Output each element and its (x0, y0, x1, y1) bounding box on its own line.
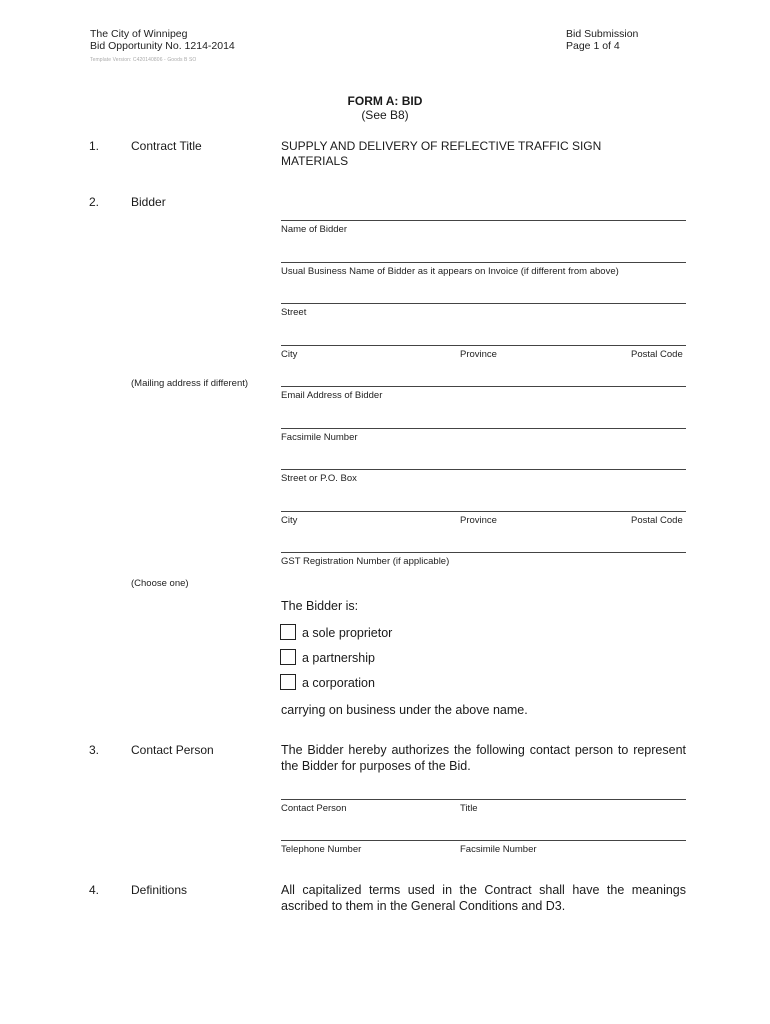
contract-title-line1: SUPPLY AND DELIVERY OF REFLECTIVE TRAFFIC SIGN (281, 139, 602, 153)
definitions-text: All capitalized terms used in the Contract shall have the meanings ascribed to them in the General Conditions and D3. (281, 883, 686, 913)
city-province-postal-line[interactable] (281, 345, 686, 346)
section-4-number: 4. (89, 883, 100, 897)
header-bid-number: Bid Opportunity No. 1214-2014 (90, 40, 235, 52)
telephone-line[interactable] (281, 840, 686, 841)
po-box-label: Street or P.O. Box (281, 473, 357, 484)
mailing-city-line[interactable] (281, 511, 686, 512)
contract-title-line2: MATERIALS (281, 154, 349, 168)
email-line[interactable] (281, 386, 686, 387)
street-line[interactable] (281, 303, 686, 304)
carrying-on-business-text: carrying on business under the above name. (281, 703, 528, 717)
partnership-label: a partnership (302, 651, 375, 665)
mailing-city-label: City (281, 515, 298, 526)
section-1-label: Contract Title (131, 139, 202, 153)
contact-fax-label: Facsimile Number (460, 844, 537, 855)
sole-proprietor-checkbox[interactable] (280, 624, 296, 640)
section-3-label: Contact Person (131, 743, 214, 757)
postal-code-label: Postal Code (631, 349, 683, 360)
section-1-number: 1. (89, 139, 100, 153)
header-org: The City of Winnipeg (90, 28, 188, 40)
telephone-label: Telephone Number (281, 844, 362, 855)
contact-person-label: Contact Person (281, 803, 347, 814)
name-of-bidder-label: Name of Bidder (281, 224, 348, 235)
bidder-is-heading: The Bidder is: (281, 599, 359, 613)
gst-line[interactable] (281, 552, 686, 553)
po-box-line[interactable] (281, 469, 686, 470)
header-page-number: Page 1 of 4 (566, 40, 620, 52)
fax-line[interactable] (281, 428, 686, 429)
business-name-label: Usual Business Name of Bidder as it appears on Invoice (if different from above) (281, 266, 619, 277)
business-name-line[interactable] (281, 262, 686, 263)
mailing-postal-label: Postal Code (631, 515, 683, 526)
title-label: Title (460, 803, 478, 814)
street-label: Street (281, 307, 307, 318)
corporation-label: a corporation (302, 676, 375, 690)
section-3-number: 3. (89, 743, 100, 757)
section-4-label: Definitions (131, 883, 188, 897)
mailing-address-note: (Mailing address if different) (131, 378, 249, 389)
partnership-checkbox[interactable] (280, 649, 296, 665)
header-submission: Bid Submission (566, 28, 639, 40)
mailing-province-label: Province (460, 515, 497, 526)
city-label: City (281, 349, 298, 360)
sole-proprietor-label: a sole proprietor (302, 626, 393, 640)
contact-person-line[interactable] (281, 799, 686, 800)
province-label: Province (460, 349, 497, 360)
contact-authorization-text: The Bidder hereby authorizes the following contact person to represent the Bidder for purposes of the Bid. (281, 743, 686, 773)
name-of-bidder-line[interactable] (281, 220, 686, 221)
gst-label: GST Registration Number (if applicable) (281, 556, 450, 567)
template-version: Template Version: C420140806 - Goods B SO (90, 57, 197, 63)
choose-one-note: (Choose one) (131, 578, 189, 589)
corporation-checkbox[interactable] (280, 674, 296, 690)
section-2-label: Bidder (131, 195, 166, 209)
form-title: FORM A: BID (347, 94, 423, 108)
form-subtitle: (See B8) (361, 108, 409, 122)
section-2-number: 2. (89, 195, 100, 209)
email-label: Email Address of Bidder (281, 390, 383, 401)
fax-label: Facsimile Number (281, 432, 358, 443)
